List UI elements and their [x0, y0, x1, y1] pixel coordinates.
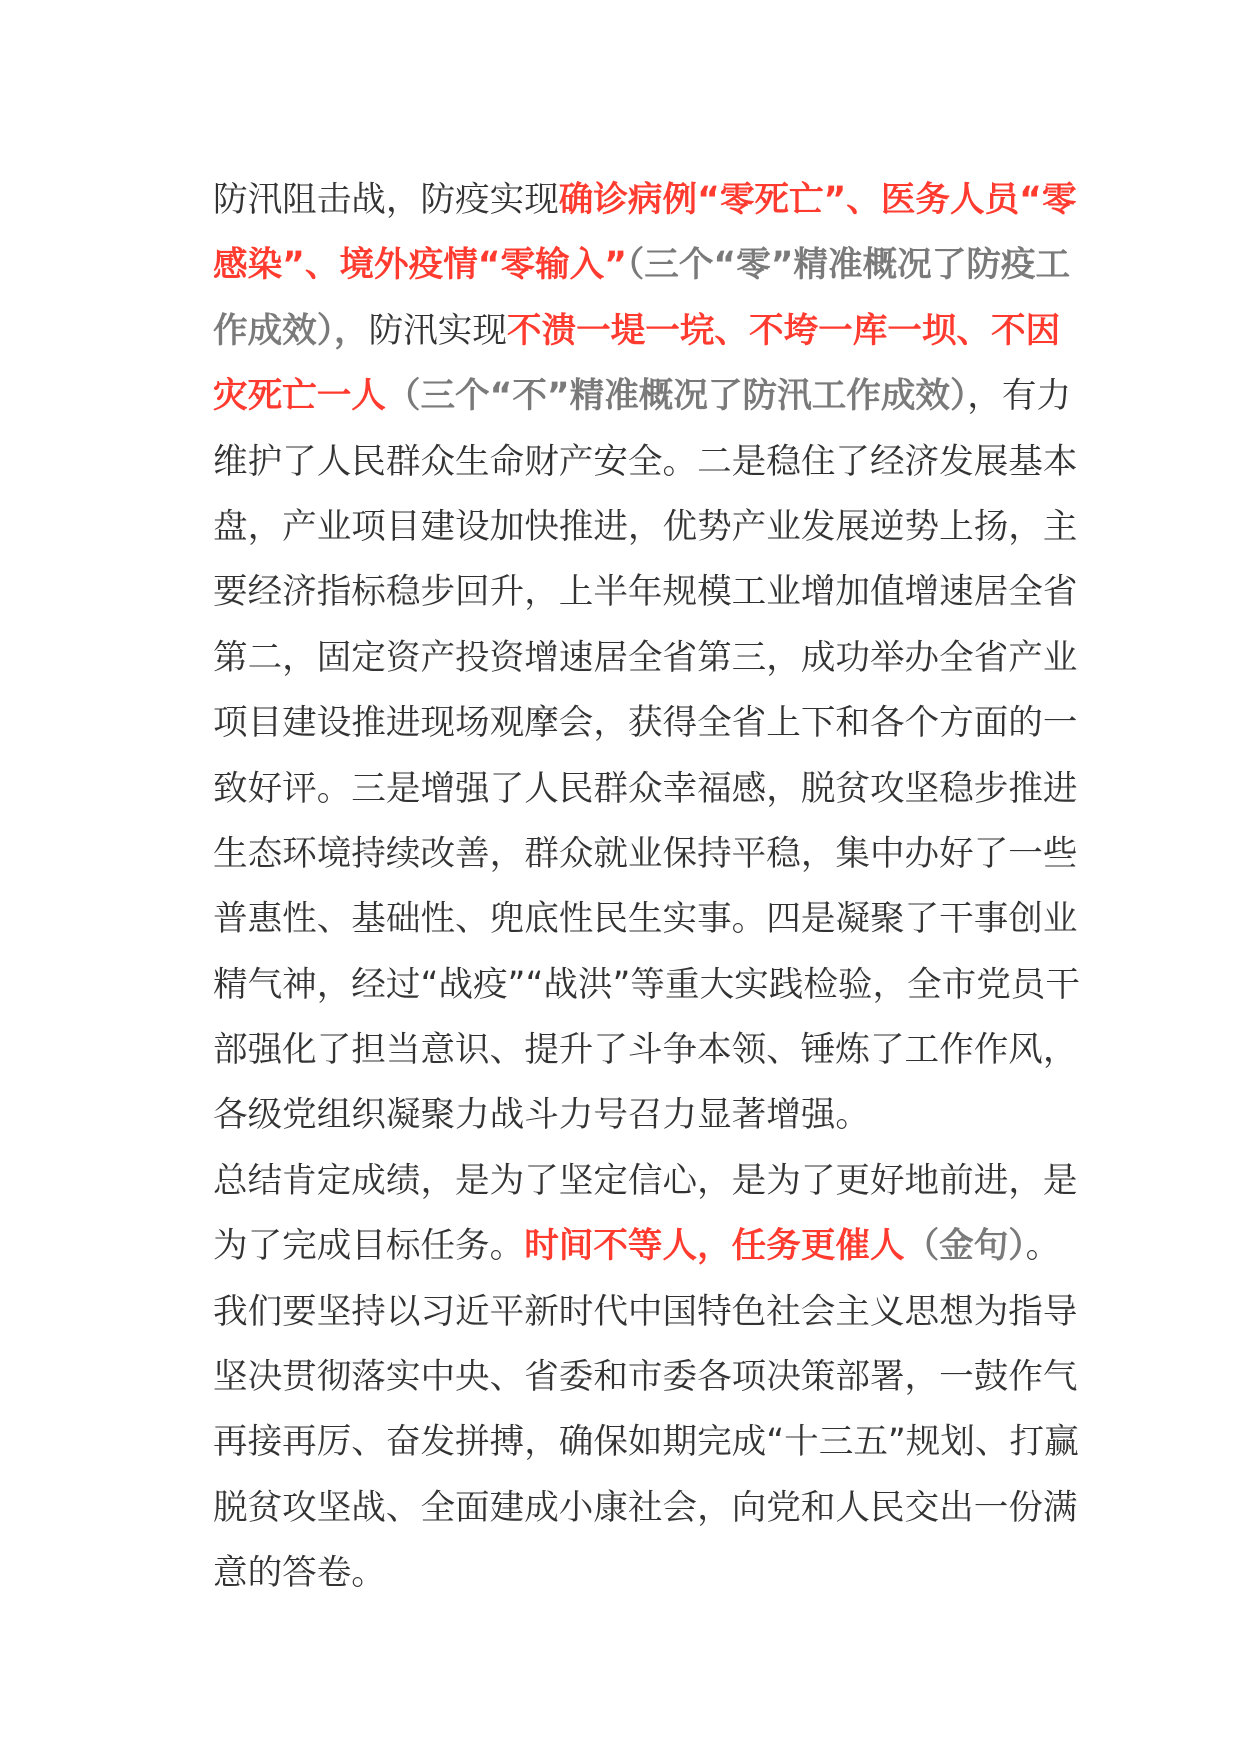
text-run: 部强化了担当意识、提升了斗争本领、锤炼了工作作风，: [213, 1030, 1078, 1071]
text-run: 第二，固定资产投资增速居全省第三，成功举办全省产业: [213, 637, 1078, 678]
text-line: [213, 1280, 1078, 1345]
text-line: [213, 822, 1078, 887]
text-run: ，有力: [967, 376, 1072, 417]
text-run: 项目建设推进现场观摩会，获得全省上下和各个方面的一: [213, 703, 1078, 744]
text-line: [213, 626, 1078, 691]
text-line: [213, 887, 1078, 952]
text-line: [213, 1214, 1061, 1279]
text-line: [213, 560, 1078, 625]
text-line: [213, 1476, 1078, 1541]
annotation-gray-run: （金句）: [904, 1226, 1026, 1267]
text-line: [213, 299, 1061, 364]
text-run: 盘，产业项目建设加快推进，优势产业发展逆势上扬，主: [213, 506, 1078, 547]
text-run: 总结肯定成绩，是为了坚定信心，是为了更好地前进，是: [213, 1160, 1078, 1201]
highlight-red-run: 不溃一堤一垸、不垮一库一坝、不因: [506, 310, 1061, 351]
highlight-red-run: 感染”、境外疫情“零输入”: [213, 245, 627, 286]
text-line: [213, 1083, 1031, 1148]
annotation-gray-run: （三个“不”精准概况了防汛工作成效）: [385, 376, 968, 417]
text-line: [213, 757, 1078, 822]
text-run: 为了完成目标任务。: [213, 1226, 525, 1267]
text-run: 坚决贯彻落实中央、省委和市委各项决策部署，一鼓作气: [213, 1357, 1078, 1398]
text-line: [213, 233, 1071, 298]
text-run: 各级党组织凝聚力战斗力号召力显著增强。: [213, 1095, 870, 1136]
text-line: [213, 495, 1078, 560]
text-run: 再接再厉、奋发拼搏，确保如期完成“十三五”规划、打赢: [213, 1422, 1079, 1463]
annotation-gray-run: 作成效），: [213, 310, 369, 351]
text-run: 防汛实现: [368, 310, 507, 351]
highlight-red-run: 时间不等人，任务更催人: [524, 1226, 905, 1267]
document-body: [213, 168, 1080, 1607]
text-run: 生态环境持续改善，群众就业保持平稳，集中办好了一些: [213, 833, 1078, 874]
paragraph-1: [213, 168, 1080, 1149]
text-run: 脱贫攻坚战、全面建成小康社会，向党和人民交出一份满: [213, 1487, 1078, 1528]
text-line: [213, 430, 1078, 495]
text-line: [213, 1018, 1078, 1083]
text-run: 维护了人民群众生命财产安全。二是稳住了经济发展基本: [213, 441, 1078, 482]
text-run: 普惠性、基础性、兜底性民生实事。四是凝聚了干事创业: [213, 899, 1078, 940]
text-line: [213, 1541, 1031, 1606]
text-run: 我们要坚持以习近平新时代中国特色社会主义思想为指导: [213, 1291, 1078, 1332]
text-run: 。: [1025, 1226, 1061, 1267]
text-line: [213, 1345, 1078, 1410]
paragraph-2: [213, 1149, 1079, 1607]
highlight-red-run: 确诊病例“零死亡”、医务人员“零: [558, 180, 1077, 220]
text-run: 防汛阻击战，防疫实现: [213, 180, 559, 220]
text-run: 要经济指标稳步回升，上半年规模工业增加值增速居全省: [213, 572, 1078, 613]
text-line: [213, 1410, 1079, 1475]
annotation-gray-run: （三个“零”精准概况了防疫工: [626, 245, 1071, 286]
text-line: [213, 168, 1077, 233]
text-line: [213, 1149, 1078, 1214]
text-line: [213, 691, 1078, 756]
text-line: [213, 953, 1080, 1018]
text-run: 致好评。三是增强了人民群众幸福感，脱贫攻坚稳步推进: [213, 768, 1078, 809]
highlight-red-run: 灾死亡一人: [213, 376, 386, 417]
text-run: 精气神，经过“战疫”“战洪”等重大实践检验，全市党员干: [213, 964, 1080, 1005]
text-line: [213, 364, 1072, 429]
text-run: 意的答卷。: [213, 1553, 386, 1594]
